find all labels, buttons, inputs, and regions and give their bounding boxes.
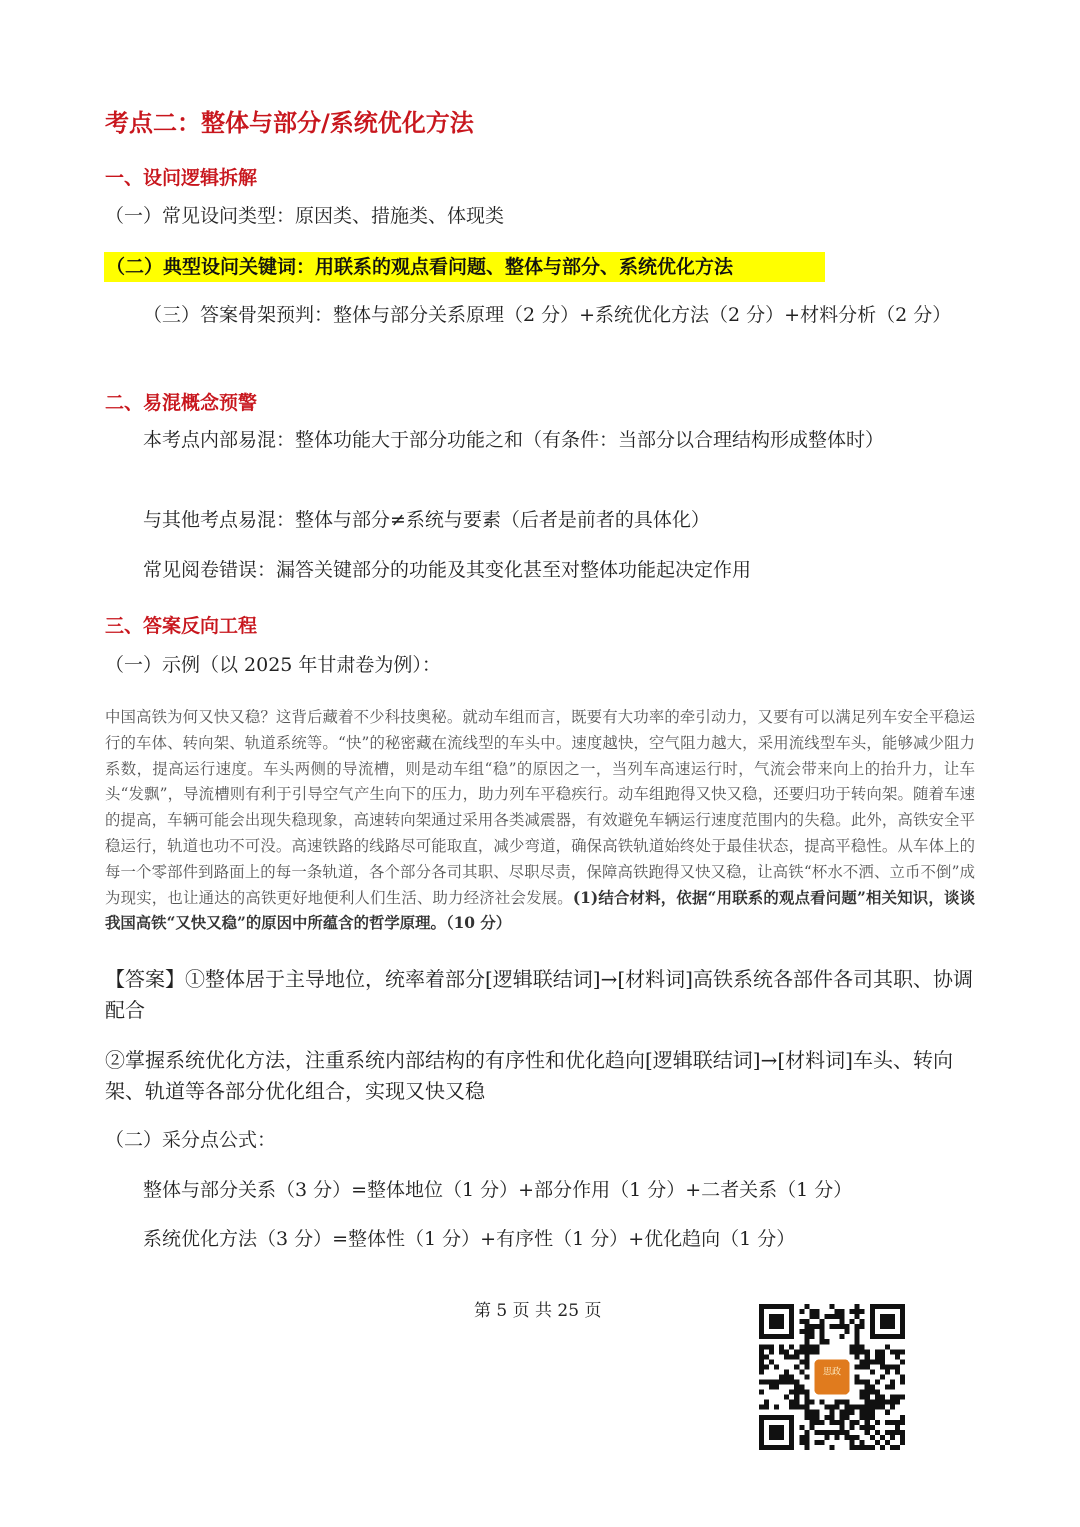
- answer-2: ②掌握系统优化方法，注重系统内部结构的有序性和优化趋向[逻辑联结词]→[材料词]车头、转向架、轨道等各部分优化组合，实现又快又稳: [105, 1048, 953, 1103]
- formula-2: 系统优化方法（3 分）=整体性（1 分）+有序性（1 分）+优化趋向（1 分）: [143, 1228, 796, 1250]
- section1-item3: （三）答案骨架预判：整体与部分关系原理（2 分）+系统优化方法（2 分）+材料分析（2 分）: [143, 304, 952, 326]
- section2-p3: 常见阅卷错误：漏答关键部分的功能及其变化甚至对整体功能起决定作用: [143, 559, 752, 581]
- page-title: 考点二：整体与部分/系统优化方法: [105, 109, 474, 137]
- section2-p2: 与其他考点易混：整体与部分≠系统与要素（后者是前者的具体化）: [143, 509, 710, 531]
- formula-heading: （二）采分点公式：: [105, 1129, 277, 1151]
- page-number: 第 5 页 共 25 页: [474, 1301, 602, 1321]
- section3-heading: 三、答案反向工程: [105, 615, 258, 637]
- material-body: 中国高铁为何又快又稳？这背后藏着不少科技奥秘。就动车组而言，既要有大功率的牵引动力，又要有可以满足列车安全平稳运行的车体、转向架、轨道系统等。“快”的秘密藏在流线型的车头中。速度越快，空气阻力越大，采用流线型车头，能够减少阻力系数，提高运行速度。车头两侧的导流槽，则是动车组“稳”的原因之一，当列车高速运行时，气流会带来向上的抬升力，让车头“发飘”，导流槽则有利于引导空气产生向下的压力，助力列车平稳疾行。动车组跑得又快又稳，还要归功于转向架。随着车速的提高，车辆可能会出现失稳现象，高速转向架通过采用各类减震器，有效避免车辆运行速度范围内的失稳。此外，高铁安全平稳运行，轨道也功不可没。高速铁路的线路尽可能取直，减少弯道，确保高铁轨道始终处于最佳状态，提高平稳性。从车体上的每一个零部件到路面上的每一条轨道，各个部分各司其职、尽职尽责，保障高铁跑得又快又稳，让高铁“杯水不洒、立币不倒”成为现实，也让通达的高铁更好地便利人们生活、助力经济社会发展。: [105, 708, 975, 907]
- formula-1: 整体与部分关系（3 分）=整体地位（1 分）+部分作用（1 分）+二者关系（1 分）: [143, 1179, 853, 1201]
- qr-code-icon: [759, 1304, 905, 1450]
- section1-item1: （一）常见设问类型：原因类、措施类、体现类: [105, 205, 505, 227]
- example-heading: （一）示例（以 2025 年甘肃卷为例）：: [105, 654, 441, 676]
- section2-heading: 二、易混概念预警: [105, 392, 258, 414]
- section1-item2-highlighted: （二）典型设问关键词：用联系的观点看问题、整体与部分、系统优化方法: [106, 256, 734, 278]
- section1-heading: 一、设问逻辑拆解: [105, 167, 258, 189]
- material-question: (1)结合材料，依据“用联系的观点看问题”相关知识，谈谈我国高铁“又快又稳”的原因中所蕴含的哲学原理。（10 分）: [105, 888, 975, 933]
- section2-p1: 本考点内部易混：整体功能大于部分功能之和（有条件：当部分以合理结构形成整体时）: [143, 429, 885, 451]
- qr-center-label: 思政: [822, 1367, 842, 1378]
- material-text: [105, 705, 975, 937]
- answer-1: 【答案】①整体居于主导地位，统率着部分[逻辑联结词]→[材料词]高铁系统各部件各司其职、协调配合: [105, 967, 973, 1022]
